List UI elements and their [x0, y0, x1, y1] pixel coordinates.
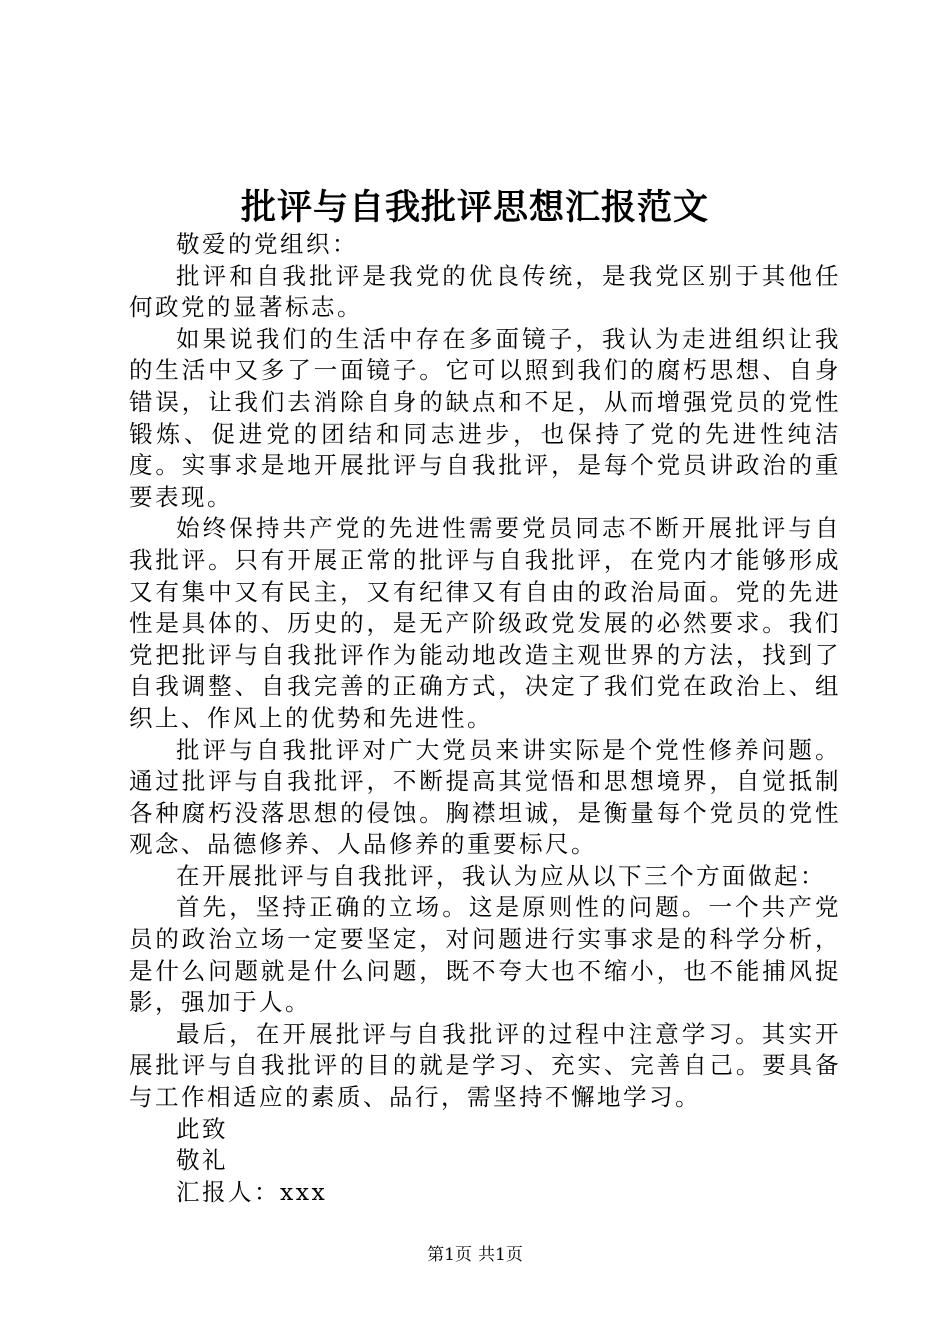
document-title: 批评与自我批评思想汇报范文: [240, 187, 709, 228]
paragraph-4: 批评与自我批评对广大党员来讲实际是个党性修养问题。通过批评与自我批评，不断提高其觉悟和思想境界，自觉抵制各种腐朽没落思想的侵蚀。胸襟坦诚，是衡量每个党员的党性观念、品德修养、人品修养的重要标尺。: [129, 735, 841, 859]
page-total: 共1页: [478, 1245, 523, 1265]
paragraph-2: 如果说我们的生活中存在多面镜子，我认为走进组织让我的生活中又多了一面镜子。它可以照到我们的腐朽思想、自身错误，让我们去消除自身的缺点和不足，从而增强党员的党性锻炼、促进党的团结和同志进步，也保持了党的先进性纯洁度。实事求是地开展批评与自我批评，是每个党员讲政治的重要表现。: [129, 324, 841, 511]
signature: 汇报人：xxx: [176, 1177, 328, 1206]
document-body: [129, 229, 841, 1208]
paragraph-6: 首先，坚持正确的立场。这是原则性的问题。一个共产党员的政治立场一定要坚定，对问题进行实事求是的科学分析，是什么问题就是什么问题，既不夸大也不缩小，也不能捕风捉影，强加于人。: [129, 893, 841, 1017]
page-footer: [0, 1243, 950, 1267]
paragraph-7: 最后，在开展批评与自我批评的过程中注意学习。其实开展批评与自我批评的目的就是学习、充实、完善自己。要具备与工作相适应的素质、品行，需坚持不懈地学习。: [129, 1019, 841, 1112]
page-number: 第1页: [427, 1245, 472, 1265]
paragraph-5: 在开展批评与自我批评，我认为应从以下三个方面做起：: [176, 861, 826, 890]
salutation: 敬爱的党组织：: [176, 230, 358, 258]
closing-line-1: 此致: [176, 1114, 228, 1143]
paragraph-1: 批评和自我批评是我党的优良传统，是我党区别于其他任何政党的显著标志。: [129, 261, 841, 322]
closing-line-2: 敬礼: [176, 1146, 228, 1175]
paragraph-3: 始终保持共产党的先进性需要党员同志不断开展批评与自我批评。只有开展正常的批评与自我批评，在党内才能够形成又有集中又有民主，又有纪律又有自由的政治局面。党的先进性是具体的、历史的，是无产阶级政党发展的必然要求。我们党把批评与自我批评作为能动地改造主观世界的方法，找到了自我调整、自我完善的正确方式，决定了我们党在政治上、组织上、作风上的优势和先进性。: [129, 514, 841, 732]
